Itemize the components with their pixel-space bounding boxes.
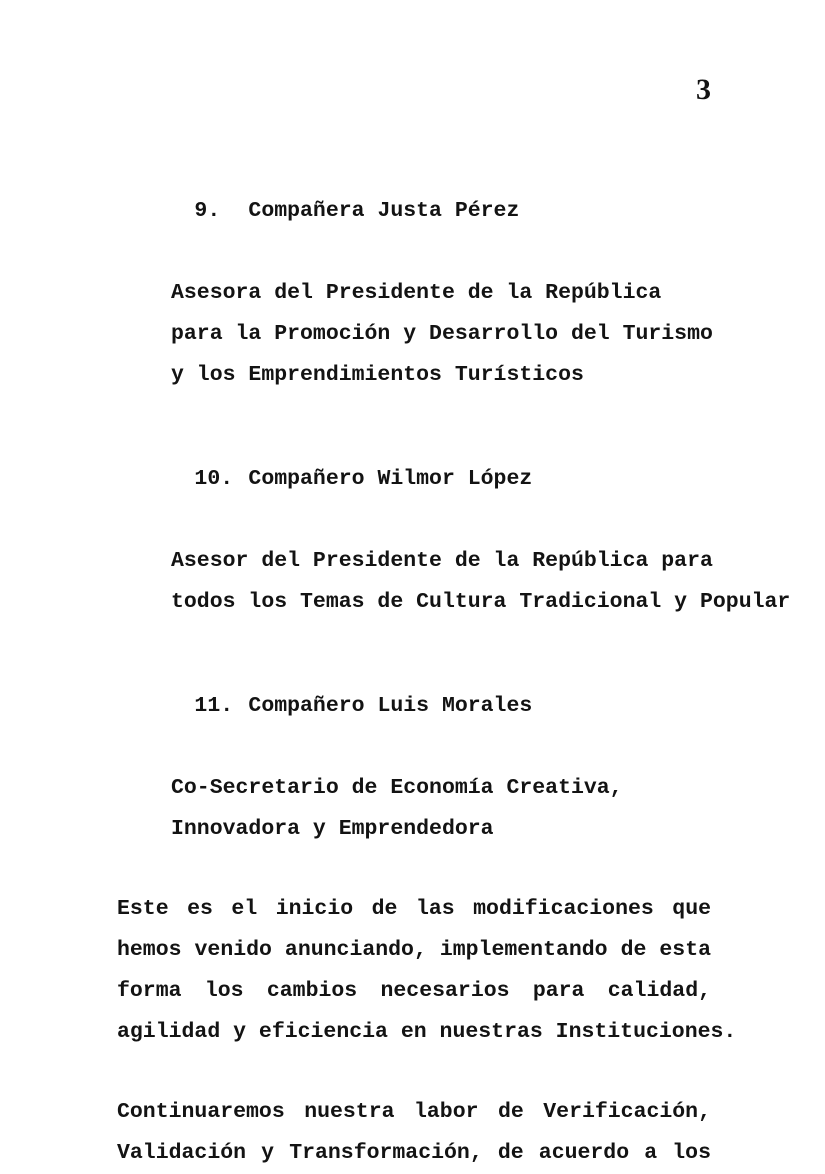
list-item-11-number: 11. (194, 694, 234, 718)
list-item-11-line-3: Innovadora y Emprendedora (171, 817, 494, 841)
list-item-10-line-2: Asesor del Presidente de la República para (171, 549, 713, 573)
list-item-11-name: Compañero Luis Morales (248, 694, 533, 718)
list-item-11 (117, 645, 711, 850)
paragraph-2-line-1: Continuaremos nuestra labor de Verificación, (117, 1100, 711, 1124)
paragraph-1-line-2: hemos venido anunciando, implementando de esta (117, 938, 711, 962)
list-item-9 (117, 150, 711, 396)
paragraph-1 (117, 889, 737, 1053)
list-item-10-name: Compañero Wilmor López (248, 467, 533, 491)
page-number: 3 (696, 73, 711, 106)
list-item-10 (117, 418, 791, 623)
list-item-9-line-4: y los Emprendimientos Turísticos (171, 363, 584, 387)
paragraph-2 (117, 1092, 711, 1174)
list-item-10-line-1 (117, 418, 711, 541)
list-item-11-line-2: Co-Secretario de Economía Creativa, (171, 776, 623, 800)
list-item-10-line-3: todos los Temas de Cultura Tradicional y Popular (171, 590, 791, 614)
list-item-10-number: 10. (194, 467, 234, 491)
list-item-11-line-1 (117, 645, 711, 768)
list-item-9-line-2: Asesora del Presidente de la República (171, 281, 662, 305)
list-item-9-name: Compañera Justa Pérez (248, 199, 520, 223)
paragraph-2-line-2: Validación y Transformación, de acuerdo a los (117, 1141, 711, 1165)
paragraph-1-line-3: forma los cambios necesarios para calidad, (117, 979, 711, 1003)
list-item-9-line-3: para la Promoción y Desarrollo del Turismo (171, 322, 713, 346)
paragraph-1-line-4: agilidad y eficiencia en nuestras Instituciones. (117, 1020, 737, 1044)
paragraph-1-line-1: Este es el inicio de las modificaciones que (117, 897, 711, 921)
list-item-9-line-1 (117, 150, 711, 273)
list-item-9-number: 9. (194, 199, 221, 223)
